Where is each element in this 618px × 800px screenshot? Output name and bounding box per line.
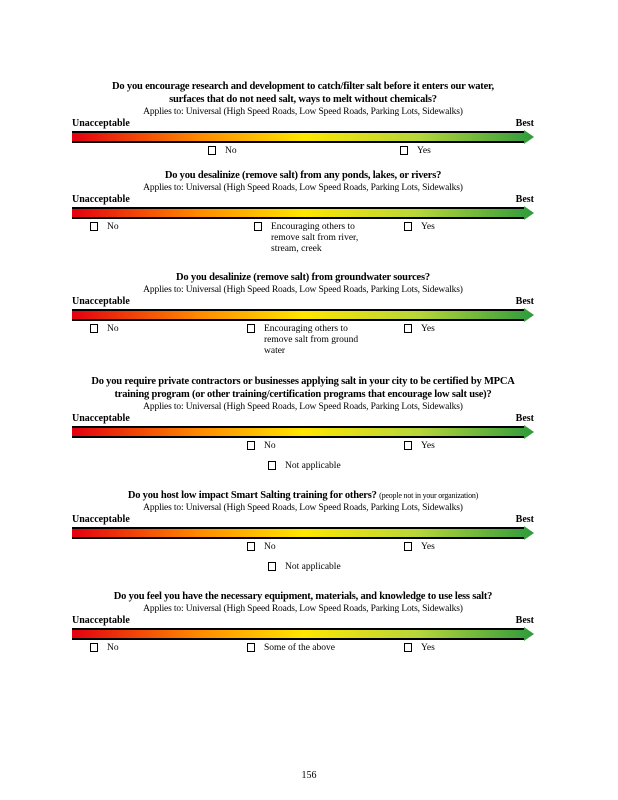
option-yes[interactable] [404, 643, 435, 655]
question-line-1: Do you encourage research and development to catch/filter salt before it enters our water, [112, 81, 494, 92]
checkbox-icon[interactable] [90, 324, 98, 333]
checkbox-icon[interactable] [404, 441, 412, 450]
scale-right-label: Best [515, 194, 534, 205]
checkbox-icon[interactable] [400, 146, 408, 155]
option-some-of-the-above[interactable] [247, 643, 335, 655]
question-line-2: training program (or other training/certification programs that encourage low salt use)? [114, 389, 492, 400]
question-text [72, 80, 534, 106]
option-label: No [264, 441, 276, 451]
answer-options [72, 220, 534, 258]
checkbox-icon[interactable] [404, 222, 412, 231]
checkbox-icon[interactable] [90, 643, 98, 652]
checkbox-icon[interactable] [247, 542, 255, 551]
option-label: No [107, 324, 119, 334]
option-label: No [264, 542, 276, 552]
applies-to: Applies to: Universal (High Speed Roads, Low Speed Roads, Parking Lots, Sidewalks) [143, 503, 463, 513]
question-note: (people not in your organization) [379, 491, 479, 500]
option-no[interactable] [247, 441, 276, 453]
checkbox-icon[interactable] [247, 441, 255, 450]
scale-labels [72, 118, 534, 130]
rating-scale-bar[interactable] [72, 308, 534, 322]
scale-right-label: Best [515, 296, 534, 307]
question-line-1: Do you desalinize (remove salt) from any ponds, lakes, or rivers? [164, 170, 442, 181]
option-label: No [107, 222, 119, 232]
rating-scale-bar[interactable] [72, 130, 534, 144]
option-label: Yes [421, 643, 435, 653]
scale-labels [72, 194, 534, 206]
scale-left-label: Unacceptable [72, 118, 130, 129]
scale-left-label: Unacceptable [72, 296, 130, 307]
answer-options [72, 641, 534, 655]
scale-right-label: Best [515, 514, 534, 525]
question-3 [72, 271, 534, 360]
question-text [72, 590, 534, 603]
scale-labels [72, 615, 534, 627]
option-yes[interactable] [404, 222, 435, 234]
option-not-applicable[interactable] [268, 461, 341, 473]
scale-right-label: Best [515, 615, 534, 626]
scale-left-label: Unacceptable [72, 514, 130, 525]
option-label: Not applicable [285, 562, 341, 572]
page-number: 156 [301, 770, 317, 781]
question-main-text: Do you host low impact Smart Salting training for others? [127, 490, 377, 501]
answer-options [72, 439, 534, 479]
checkbox-icon[interactable] [268, 461, 276, 470]
option-label: Not applicable [285, 461, 341, 471]
option-yes[interactable] [404, 542, 435, 554]
checkbox-icon[interactable] [268, 562, 276, 571]
checkbox-icon[interactable] [208, 146, 216, 155]
question-4 [72, 375, 534, 479]
checkbox-icon[interactable] [90, 222, 98, 231]
checkbox-icon[interactable] [404, 643, 412, 652]
checkbox-icon[interactable] [404, 542, 412, 551]
option-label: Yes [421, 222, 435, 232]
option-no[interactable] [90, 643, 119, 655]
option-encouraging-others[interactable] [254, 222, 371, 255]
checkbox-icon[interactable] [247, 324, 255, 333]
option-label: Encouraging others to remove salt from river, stream, creek [271, 222, 359, 254]
scale-labels [72, 413, 534, 425]
scale-left-label: Unacceptable [72, 413, 130, 424]
question-6 [72, 590, 534, 655]
option-no[interactable] [90, 222, 119, 234]
option-label: Yes [421, 542, 435, 552]
option-label: Yes [417, 146, 431, 156]
option-encouraging-others[interactable] [247, 324, 364, 357]
question-2 [72, 169, 534, 258]
option-label: Some of the above [264, 643, 335, 653]
question-line-2: surfaces that do not need salt, ways to melt without chemicals? [169, 94, 437, 105]
rating-scale-bar[interactable] [72, 425, 534, 439]
option-no[interactable] [208, 146, 237, 158]
rating-scale-bar[interactable] [72, 206, 534, 220]
scale-right-label: Best [515, 413, 534, 424]
applies-to: Applies to: Universal (High Speed Roads, Low Speed Roads, Parking Lots, Sidewalks) [143, 604, 463, 614]
option-label: Encouraging others to remove salt from ground water [264, 324, 359, 356]
checkbox-icon[interactable] [404, 324, 412, 333]
question-text [72, 271, 534, 284]
applies-to: Applies to: Universal (High Speed Roads, Low Speed Roads, Parking Lots, Sidewalks) [143, 285, 463, 295]
scale-left-label: Unacceptable [72, 194, 130, 205]
option-label: Yes [421, 441, 435, 451]
option-yes[interactable] [400, 146, 431, 158]
question-text [72, 169, 534, 182]
option-yes[interactable] [404, 324, 435, 336]
option-yes[interactable] [404, 441, 435, 453]
question-1 [72, 80, 534, 158]
answer-options [72, 540, 534, 580]
question-line-1: Do you desalinize (remove salt) from groundwater sources? [176, 272, 430, 283]
rating-scale-bar[interactable] [72, 627, 534, 641]
rating-scale-bar[interactable] [72, 526, 534, 540]
question-text [72, 375, 534, 401]
scale-right-label: Best [515, 118, 534, 129]
checkbox-icon[interactable] [254, 222, 262, 231]
applies-to: Applies to: Universal (High Speed Roads, Low Speed Roads, Parking Lots, Sidewalks) [143, 107, 463, 117]
answer-options [72, 322, 534, 360]
scale-left-label: Unacceptable [72, 615, 130, 626]
option-no[interactable] [90, 324, 119, 336]
question-text [72, 489, 534, 502]
question-line-1: Do you require private contractors or businesses applying salt in your city to be certified by MPCA [91, 376, 515, 387]
question-line-1: Do you feel you have the necessary equipment, materials, and knowledge to use less salt? [113, 591, 493, 602]
applies-to: Applies to: Universal (High Speed Roads, Low Speed Roads, Parking Lots, Sidewalks) [143, 402, 463, 412]
question-5 [72, 489, 534, 580]
option-label: Yes [421, 324, 435, 334]
answer-options [72, 144, 534, 158]
option-not-applicable[interactable] [268, 562, 341, 574]
option-label: No [225, 146, 237, 156]
option-label: No [107, 643, 119, 653]
scale-labels [72, 514, 534, 526]
option-no[interactable] [247, 542, 276, 554]
scale-labels [72, 296, 534, 308]
question-line-1 [72, 489, 534, 502]
checkbox-icon[interactable] [247, 643, 255, 652]
applies-to: Applies to: Universal (High Speed Roads, Low Speed Roads, Parking Lots, Sidewalks) [143, 183, 463, 193]
